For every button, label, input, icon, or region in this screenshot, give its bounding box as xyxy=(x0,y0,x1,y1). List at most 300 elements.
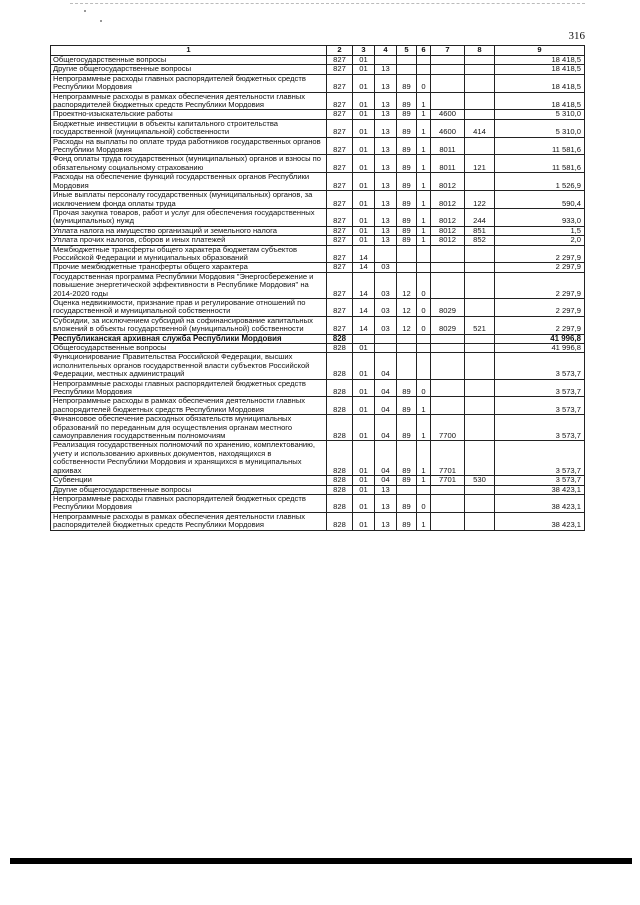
cell-amount: 18 418,5 xyxy=(495,74,585,92)
cell-subsection-code: 13 xyxy=(375,119,397,137)
cell-expense-type-code: 121 xyxy=(465,155,495,173)
cell-amount: 2 297,9 xyxy=(495,263,585,272)
cell-subprogram-code: 1 xyxy=(417,236,431,245)
cell-ministry-code: 827 xyxy=(327,110,353,119)
cell-program-code: 89 xyxy=(397,173,417,191)
cell-subprogram-code: 1 xyxy=(417,397,431,415)
cell-section-code: 14 xyxy=(353,316,375,334)
cell-subprogram-code xyxy=(417,334,431,343)
cell-expense-type-code xyxy=(465,65,495,74)
cell-name: Оценка недвижимости, признание прав и регулирование отношений по государственной и муниципальной собственности xyxy=(51,298,327,316)
cell-program-code: 89 xyxy=(397,415,417,441)
cell-name: Уплата прочих налогов, сборов и иных платежей xyxy=(51,236,327,245)
cell-name: Межбюджетные трансферты общего характера бюджетам субъектов Российской Федерации и муниципальных образований xyxy=(51,245,327,263)
cell-subsection-code xyxy=(375,56,397,65)
cell-section-code: 01 xyxy=(353,397,375,415)
cell-target-code xyxy=(431,485,465,494)
cell-target-code: 8012 xyxy=(431,236,465,245)
cell-name: Непрограммные расходы в рамках обеспечения деятельности главных распорядителей бюджетных средств Республики Мордовия xyxy=(51,397,327,415)
cell-ministry-code: 828 xyxy=(327,512,353,530)
cell-ministry-code: 827 xyxy=(327,226,353,235)
table-row xyxy=(51,208,585,226)
table-row xyxy=(51,476,585,485)
cell-program-code: 89 xyxy=(397,92,417,110)
cell-section-code xyxy=(353,334,375,343)
cell-target-code: 8011 xyxy=(431,155,465,173)
cell-name: Фонд оплаты труда государственных (муниципальных) органов и взносы по обязательному социальному страхованию xyxy=(51,155,327,173)
cell-amount: 933,0 xyxy=(495,208,585,226)
cell-ministry-code: 828 xyxy=(327,415,353,441)
cell-expense-type-code xyxy=(465,110,495,119)
cell-subsection-code xyxy=(375,334,397,343)
cell-name: Субсидии, за исключением субсидий на софинансирование капитальных вложений в объекты государственной (муниципальной) собственности xyxy=(51,316,327,334)
cell-amount: 3 573,7 xyxy=(495,415,585,441)
cell-section-code: 01 xyxy=(353,379,375,397)
table-row xyxy=(51,155,585,173)
cell-amount: 1,5 xyxy=(495,226,585,235)
cell-target-code xyxy=(431,494,465,512)
table-row xyxy=(51,226,585,235)
cell-name: Другие общегосударственные вопросы xyxy=(51,485,327,494)
cell-section-code: 01 xyxy=(353,92,375,110)
cell-name: Реализация государственных полномочий по хранению, комплектованию, учету и использованию архивных документов, находящихся в собственности Республики Мордовия и хранящихся в муниципальных архивах xyxy=(51,441,327,476)
column-header-2: 2 xyxy=(327,46,353,56)
table-row xyxy=(51,441,585,476)
cell-program-code: 12 xyxy=(397,316,417,334)
cell-section-code: 01 xyxy=(353,155,375,173)
cell-amount: 2 297,9 xyxy=(495,272,585,298)
table-row xyxy=(51,298,585,316)
cell-target-code: 8029 xyxy=(431,316,465,334)
cell-section-code: 01 xyxy=(353,236,375,245)
cell-amount: 2 297,9 xyxy=(495,245,585,263)
cell-name: Непрограммные расходы главных распорядителей бюджетных средств Республики Мордовия xyxy=(51,494,327,512)
cell-amount: 3 573,7 xyxy=(495,353,585,379)
cell-ministry-code: 827 xyxy=(327,119,353,137)
cell-ministry-code: 827 xyxy=(327,236,353,245)
cell-subprogram-code xyxy=(417,353,431,379)
cell-ministry-code: 827 xyxy=(327,56,353,65)
cell-subsection-code: 04 xyxy=(375,379,397,397)
cell-amount: 5 310,0 xyxy=(495,110,585,119)
cell-ministry-code: 827 xyxy=(327,208,353,226)
cell-target-code: 8012 xyxy=(431,173,465,191)
table-header-row xyxy=(51,46,585,56)
cell-ministry-code: 827 xyxy=(327,272,353,298)
cell-subprogram-code: 1 xyxy=(417,512,431,530)
cell-target-code xyxy=(431,512,465,530)
cell-target-code: 8012 xyxy=(431,191,465,209)
cell-name: Уплата налога на имущество организаций и земельного налога xyxy=(51,226,327,235)
cell-amount: 3 573,7 xyxy=(495,379,585,397)
cell-ministry-code: 828 xyxy=(327,476,353,485)
table-row xyxy=(51,397,585,415)
cell-ministry-code: 828 xyxy=(327,353,353,379)
cell-subprogram-code xyxy=(417,56,431,65)
cell-amount: 11 581,6 xyxy=(495,155,585,173)
scan-edge-line xyxy=(70,3,585,4)
cell-name: Бюджетные инвестиции в объекты капитального строительства государственной (муниципальной) собственности xyxy=(51,119,327,137)
cell-subsection-code: 04 xyxy=(375,441,397,476)
cell-expense-type-code xyxy=(465,173,495,191)
cell-section-code: 01 xyxy=(353,56,375,65)
cell-amount: 41 996,8 xyxy=(495,344,585,353)
cell-subsection-code: 13 xyxy=(375,236,397,245)
cell-expense-type-code: 122 xyxy=(465,191,495,209)
cell-program-code: 12 xyxy=(397,272,417,298)
cell-subprogram-code: 1 xyxy=(417,476,431,485)
cell-name: Расходы на выплаты по оплате труда работников государственных органов Республики Мордовия xyxy=(51,137,327,155)
cell-target-code: 4600 xyxy=(431,110,465,119)
cell-subprogram-code: 0 xyxy=(417,298,431,316)
cell-subprogram-code: 1 xyxy=(417,92,431,110)
cell-expense-type-code xyxy=(465,74,495,92)
cell-expense-type-code: 521 xyxy=(465,316,495,334)
cell-amount: 18 418,5 xyxy=(495,56,585,65)
cell-subprogram-code: 0 xyxy=(417,74,431,92)
cell-program-code xyxy=(397,344,417,353)
budget-table xyxy=(50,45,585,531)
cell-section-code: 01 xyxy=(353,191,375,209)
cell-subprogram-code xyxy=(417,65,431,74)
cell-subsection-code: 13 xyxy=(375,512,397,530)
cell-name: Непрограммные расходы в рамках обеспечения деятельности главных распорядителей бюджетных средств Республики Мордовия xyxy=(51,512,327,530)
cell-program-code xyxy=(397,263,417,272)
table-row xyxy=(51,173,585,191)
cell-subsection-code: 13 xyxy=(375,226,397,235)
table-row xyxy=(51,263,585,272)
cell-amount: 41 996,8 xyxy=(495,334,585,343)
cell-subprogram-code xyxy=(417,485,431,494)
cell-target-code xyxy=(431,56,465,65)
cell-expense-type-code xyxy=(465,272,495,298)
cell-program-code: 89 xyxy=(397,226,417,235)
cell-expense-type-code xyxy=(465,263,495,272)
cell-section-code: 01 xyxy=(353,173,375,191)
table-row xyxy=(51,415,585,441)
cell-section-code: 01 xyxy=(353,485,375,494)
cell-program-code: 89 xyxy=(397,191,417,209)
table-row xyxy=(51,65,585,74)
cell-subsection-code: 13 xyxy=(375,173,397,191)
column-header-5: 5 xyxy=(397,46,417,56)
cell-expense-type-code xyxy=(465,441,495,476)
cell-subsection-code: 04 xyxy=(375,397,397,415)
cell-section-code: 01 xyxy=(353,494,375,512)
cell-amount: 3 573,7 xyxy=(495,397,585,415)
cell-target-code xyxy=(431,272,465,298)
table-row xyxy=(51,344,585,353)
cell-target-code xyxy=(431,74,465,92)
cell-subsection-code: 03 xyxy=(375,263,397,272)
cell-subprogram-code: 1 xyxy=(417,155,431,173)
cell-amount: 1 526,9 xyxy=(495,173,585,191)
cell-section-code: 01 xyxy=(353,226,375,235)
cell-program-code: 89 xyxy=(397,494,417,512)
cell-amount: 38 423,1 xyxy=(495,512,585,530)
cell-subprogram-code: 0 xyxy=(417,272,431,298)
cell-subsection-code: 13 xyxy=(375,110,397,119)
cell-subprogram-code: 1 xyxy=(417,137,431,155)
cell-subsection-code: 13 xyxy=(375,74,397,92)
table-row xyxy=(51,56,585,65)
cell-target-code xyxy=(431,334,465,343)
table-row xyxy=(51,353,585,379)
cell-expense-type-code xyxy=(465,245,495,263)
column-header-9: 9 xyxy=(495,46,585,56)
cell-section-code: 01 xyxy=(353,344,375,353)
cell-ministry-code: 827 xyxy=(327,74,353,92)
cell-subsection-code: 13 xyxy=(375,92,397,110)
cell-ministry-code: 827 xyxy=(327,137,353,155)
cell-subsection-code xyxy=(375,245,397,263)
cell-amount: 3 573,7 xyxy=(495,476,585,485)
cell-expense-type-code: 530 xyxy=(465,476,495,485)
cell-amount: 18 418,5 xyxy=(495,92,585,110)
table-row xyxy=(51,379,585,397)
cell-amount: 38 423,1 xyxy=(495,485,585,494)
cell-subsection-code xyxy=(375,344,397,353)
cell-target-code: 7700 xyxy=(431,415,465,441)
cell-section-code: 01 xyxy=(353,110,375,119)
cell-name: Общегосударственные вопросы xyxy=(51,56,327,65)
cell-subsection-code: 04 xyxy=(375,415,397,441)
cell-target-code xyxy=(431,92,465,110)
cell-expense-type-code xyxy=(465,485,495,494)
cell-expense-type-code xyxy=(465,334,495,343)
scan-speck xyxy=(84,10,86,12)
cell-ministry-code: 827 xyxy=(327,263,353,272)
cell-section-code: 01 xyxy=(353,441,375,476)
cell-target-code: 8011 xyxy=(431,137,465,155)
cell-section-code: 01 xyxy=(353,512,375,530)
cell-program-code xyxy=(397,245,417,263)
cell-target-code: 4600 xyxy=(431,119,465,137)
cell-ministry-code: 827 xyxy=(327,65,353,74)
cell-ministry-code: 827 xyxy=(327,316,353,334)
cell-subprogram-code: 0 xyxy=(417,379,431,397)
cell-section-code: 01 xyxy=(353,119,375,137)
cell-ministry-code: 828 xyxy=(327,485,353,494)
cell-amount: 2 297,9 xyxy=(495,316,585,334)
table-row xyxy=(51,272,585,298)
table-row xyxy=(51,236,585,245)
table-row xyxy=(51,245,585,263)
cell-expense-type-code xyxy=(465,512,495,530)
table-row xyxy=(51,485,585,494)
cell-expense-type-code: 851 xyxy=(465,226,495,235)
table-row xyxy=(51,512,585,530)
cell-program-code: 89 xyxy=(397,441,417,476)
page-number: 316 xyxy=(568,30,585,42)
cell-subsection-code: 03 xyxy=(375,298,397,316)
cell-expense-type-code: 852 xyxy=(465,236,495,245)
cell-program-code: 89 xyxy=(397,137,417,155)
page-bottom-edge xyxy=(10,858,632,864)
cell-ministry-code: 828 xyxy=(327,379,353,397)
cell-expense-type-code: 414 xyxy=(465,119,495,137)
scan-speck xyxy=(100,20,102,22)
cell-ministry-code: 828 xyxy=(327,494,353,512)
table-row xyxy=(51,110,585,119)
table-row xyxy=(51,316,585,334)
cell-section-code: 01 xyxy=(353,65,375,74)
cell-amount: 2 297,9 xyxy=(495,298,585,316)
cell-subprogram-code: 0 xyxy=(417,316,431,334)
cell-program-code xyxy=(397,334,417,343)
cell-program-code: 89 xyxy=(397,397,417,415)
cell-subsection-code: 13 xyxy=(375,65,397,74)
cell-subprogram-code: 1 xyxy=(417,226,431,235)
cell-subprogram-code xyxy=(417,263,431,272)
cell-target-code: 8029 xyxy=(431,298,465,316)
cell-ministry-code: 828 xyxy=(327,441,353,476)
cell-amount: 38 423,1 xyxy=(495,494,585,512)
cell-expense-type-code: 244 xyxy=(465,208,495,226)
cell-name: Проектно-изыскательские работы xyxy=(51,110,327,119)
cell-target-code xyxy=(431,353,465,379)
cell-subprogram-code: 1 xyxy=(417,208,431,226)
column-header-3: 3 xyxy=(353,46,375,56)
cell-target-code: 8012 xyxy=(431,226,465,235)
cell-subprogram-code xyxy=(417,245,431,263)
cell-name: Государственная программа Республики Мордовия "Энергосбережение и повышение энергетической эффективности в Республике Мордовия" на 2014-2020 годы xyxy=(51,272,327,298)
cell-target-code xyxy=(431,245,465,263)
cell-amount: 3 573,7 xyxy=(495,441,585,476)
cell-subprogram-code: 1 xyxy=(417,415,431,441)
table-row xyxy=(51,119,585,137)
cell-expense-type-code xyxy=(465,298,495,316)
cell-name: Непрограммные расходы главных распорядителей бюджетных средств Республики Мордовия xyxy=(51,379,327,397)
cell-subsection-code: 03 xyxy=(375,316,397,334)
cell-program-code: 89 xyxy=(397,379,417,397)
cell-subsection-code: 13 xyxy=(375,155,397,173)
cell-subsection-code: 13 xyxy=(375,137,397,155)
cell-section-code: 01 xyxy=(353,415,375,441)
cell-expense-type-code xyxy=(465,56,495,65)
cell-program-code: 89 xyxy=(397,236,417,245)
cell-subprogram-code: 1 xyxy=(417,191,431,209)
cell-ministry-code: 827 xyxy=(327,245,353,263)
cell-subprogram-code xyxy=(417,344,431,353)
cell-section-code: 14 xyxy=(353,245,375,263)
cell-expense-type-code xyxy=(465,353,495,379)
cell-subsection-code: 04 xyxy=(375,353,397,379)
cell-target-code xyxy=(431,397,465,415)
cell-section-code: 01 xyxy=(353,476,375,485)
cell-name: Финансовое обеспечение расходных обязательств муниципальных образований по переданным для осуществления органам местного самоуправления государственным полномочиям xyxy=(51,415,327,441)
cell-program-code xyxy=(397,485,417,494)
column-header-4: 4 xyxy=(375,46,397,56)
cell-program-code: 89 xyxy=(397,476,417,485)
table-body xyxy=(51,56,585,531)
column-header-7: 7 xyxy=(431,46,465,56)
cell-ministry-code: 827 xyxy=(327,155,353,173)
cell-target-code xyxy=(431,379,465,397)
cell-program-code: 89 xyxy=(397,119,417,137)
cell-subprogram-code: 1 xyxy=(417,441,431,476)
cell-program-code: 89 xyxy=(397,512,417,530)
cell-ministry-code: 828 xyxy=(327,397,353,415)
cell-expense-type-code xyxy=(465,137,495,155)
cell-subprogram-code: 0 xyxy=(417,494,431,512)
cell-name: Непрограммные расходы главных распорядителей бюджетных средств Республики Мордовия xyxy=(51,74,327,92)
cell-ministry-code: 828 xyxy=(327,334,353,343)
cell-ministry-code: 827 xyxy=(327,173,353,191)
cell-ministry-code: 827 xyxy=(327,298,353,316)
cell-program-code xyxy=(397,353,417,379)
cell-amount: 2,0 xyxy=(495,236,585,245)
cell-ministry-code: 827 xyxy=(327,191,353,209)
cell-name: Непрограммные расходы в рамках обеспечения деятельности главных распорядителей бюджетных средств Республики Мордовия xyxy=(51,92,327,110)
cell-ministry-code: 828 xyxy=(327,344,353,353)
cell-program-code: 89 xyxy=(397,208,417,226)
cell-expense-type-code xyxy=(465,344,495,353)
cell-subsection-code: 13 xyxy=(375,485,397,494)
cell-name: Прочие межбюджетные трансферты общего характера xyxy=(51,263,327,272)
cell-name: Республиканская архивная служба Республики Мордовия xyxy=(51,334,327,343)
cell-section-code: 01 xyxy=(353,137,375,155)
table-row xyxy=(51,92,585,110)
cell-subprogram-code: 1 xyxy=(417,110,431,119)
cell-section-code: 14 xyxy=(353,263,375,272)
cell-section-code: 14 xyxy=(353,272,375,298)
cell-target-code xyxy=(431,263,465,272)
cell-program-code: 89 xyxy=(397,110,417,119)
cell-subsection-code: 13 xyxy=(375,208,397,226)
cell-subsection-code: 13 xyxy=(375,494,397,512)
cell-ministry-code: 827 xyxy=(327,92,353,110)
cell-target-code xyxy=(431,65,465,74)
cell-section-code: 14 xyxy=(353,298,375,316)
cell-subprogram-code: 1 xyxy=(417,119,431,137)
cell-section-code: 01 xyxy=(353,74,375,92)
cell-subsection-code: 04 xyxy=(375,476,397,485)
table-row xyxy=(51,494,585,512)
cell-name: Иные выплаты персоналу государственных (муниципальных) органов, за исключением фонда оплаты труда xyxy=(51,191,327,209)
cell-name: Другие общегосударственные вопросы xyxy=(51,65,327,74)
cell-program-code: 89 xyxy=(397,155,417,173)
cell-program-code xyxy=(397,56,417,65)
cell-target-code: 8012 xyxy=(431,208,465,226)
cell-subsection-code: 03 xyxy=(375,272,397,298)
cell-expense-type-code xyxy=(465,415,495,441)
cell-name: Субвенции xyxy=(51,476,327,485)
cell-name: Функционирование Правительства Российской Федерации, высших исполнительных органов государственной власти субъектов Российской Федерации, местных администраций xyxy=(51,353,327,379)
cell-name: Общегосударственные вопросы xyxy=(51,344,327,353)
cell-expense-type-code xyxy=(465,92,495,110)
cell-name: Прочая закупка товаров, работ и услуг для обеспечения государственных (муниципальных) нужд xyxy=(51,208,327,226)
cell-name: Расходы на обеспечение функций государственных органов Республики Мордовия xyxy=(51,173,327,191)
cell-program-code: 12 xyxy=(397,298,417,316)
table-row xyxy=(51,334,585,343)
cell-amount: 18 418,5 xyxy=(495,65,585,74)
cell-program-code xyxy=(397,65,417,74)
cell-amount: 11 581,6 xyxy=(495,137,585,155)
table-row xyxy=(51,137,585,155)
cell-program-code: 89 xyxy=(397,74,417,92)
cell-expense-type-code xyxy=(465,379,495,397)
table-row xyxy=(51,191,585,209)
cell-section-code: 01 xyxy=(353,208,375,226)
cell-amount: 5 310,0 xyxy=(495,119,585,137)
cell-target-code: 7701 xyxy=(431,441,465,476)
cell-subprogram-code: 1 xyxy=(417,173,431,191)
cell-subsection-code: 13 xyxy=(375,191,397,209)
table-row xyxy=(51,74,585,92)
column-header-6: 6 xyxy=(417,46,431,56)
cell-section-code: 01 xyxy=(353,353,375,379)
